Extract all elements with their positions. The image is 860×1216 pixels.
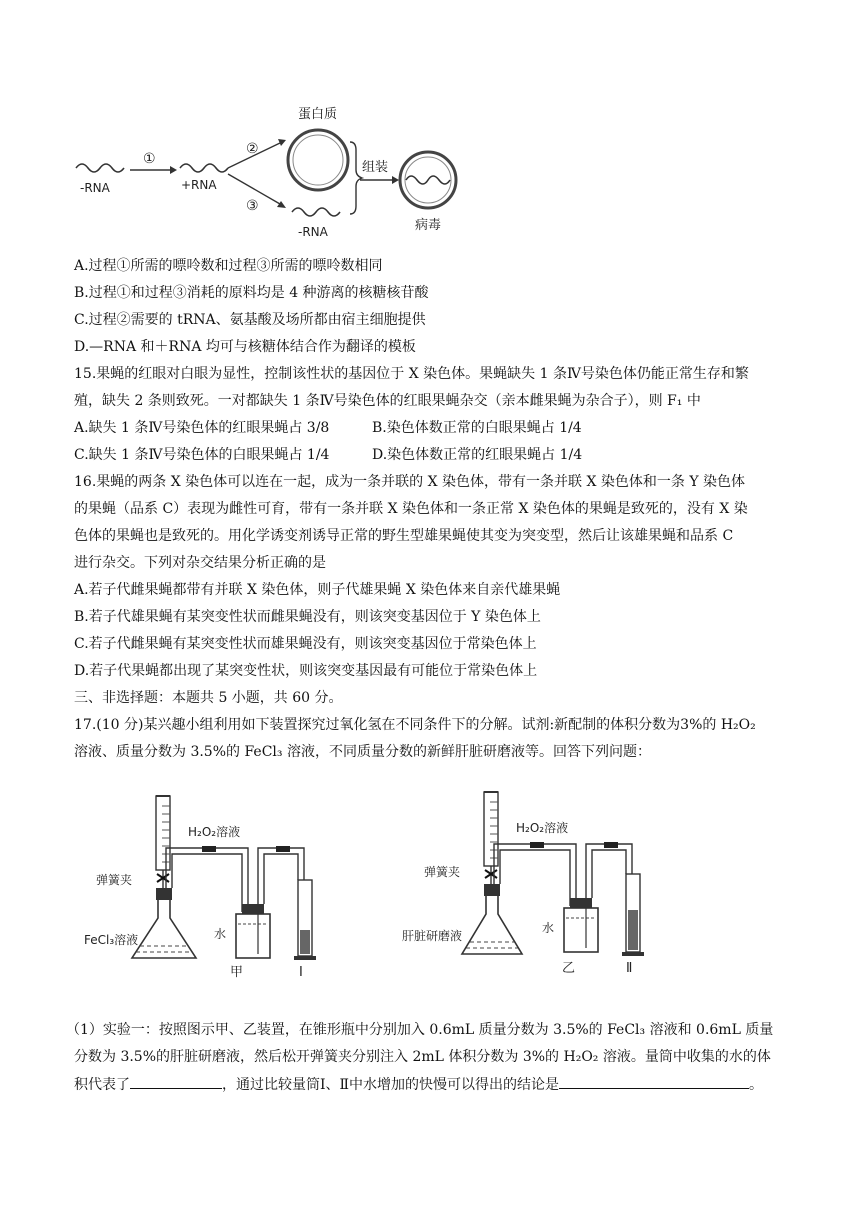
water-label-left: 水 — [214, 927, 227, 941]
q17-sub1-line-1: （1）实验一：按照图示甲、乙装置，在锥形瓶中分别加入 0.6mL 质量分数为 3.5%的 FeCl₃ 溶液和 0.6mL 质量 — [66, 1022, 774, 1038]
assemble-brace — [350, 142, 362, 214]
q15-option-d: D.染色体数正常的红眼果蝇占 1/4 — [372, 447, 583, 463]
neg-rna-label: -RNA — [80, 181, 110, 195]
q15-option-b: B.染色体数正常的白眼果蝇占 1/4 — [372, 420, 582, 436]
protein-label: 蛋白质 — [298, 107, 338, 122]
protein-capsid — [288, 130, 348, 190]
q16-option-b: B.若子代雄果蝇有某突变性状而雌果蝇没有，则该突变基因位于 Y 染色体上 — [74, 609, 541, 625]
neg-rna-product — [292, 208, 340, 216]
fecl3-label: FeCl₃溶液 — [84, 933, 139, 947]
q16-option-d: D.若子代果蝇都出现了某突变性状，则该突变基因最有可能位于常染色体上 — [74, 663, 538, 679]
virus-label: 病毒 — [415, 218, 442, 233]
q17-stem-line-2: 溶液、质量分数为 3.5%的 FeCl₃ 溶液，不同质量分数的新鲜肝脏研磨液等。回答下列问题： — [74, 744, 651, 760]
water-label-right: 水 — [542, 921, 555, 935]
q17-sub1-line-2: 分数为 3.5%的肝脏研磨液，然后松开弹簧夹分别注入 2mL 体积分数为 3%的 H₂O₂ 溶液。量筒中收集的水的体 — [74, 1049, 771, 1065]
clamp-label-left: 弹簧夹 — [96, 873, 133, 887]
q15-option-c: C.缺失 1 条Ⅳ号染色体的白眼果蝇占 1/4 — [74, 447, 330, 463]
section-heading: 三、非选择题：本题共 5 小题，共 60 分。 — [74, 690, 343, 706]
q15-option-a: A.缺失 1 条Ⅳ号染色体的红眼果蝇占 3/8 — [74, 420, 330, 436]
q17-sub1-text-c: 。 — [749, 1077, 764, 1093]
step-3-label: ③ — [246, 198, 259, 214]
q15-stem-line-1: 15.果蝇的红眼对白眼为显性，控制该性状的基因位于 X 染色体。果蝇缺失 1 条Ⅳ号染色体仍能正常生存和繁 — [74, 366, 749, 382]
clamp-label-right: 弹簧夹 — [424, 865, 461, 879]
apparatus-jia — [84, 796, 316, 980]
pos-rna-label: +RNA — [181, 178, 217, 192]
q17-sub1-line-3 — [74, 1074, 763, 1095]
label-yi: 乙 — [562, 961, 576, 976]
q14-option-b: B.过程①和过程③消耗的原料均是 4 种游离的核糖核苷酸 — [74, 285, 429, 301]
q17-stem-line-1: 17.(10 分)某兴趣小组利用如下装置探究过氧化氢在不同条件下的分解。试剂:新配制的体积分数为3%的 H₂O₂ — [74, 717, 756, 733]
step-2-label: ② — [246, 141, 259, 157]
label-cylinder-1: Ⅰ — [299, 965, 303, 980]
pos-rna-strand — [180, 164, 228, 172]
assemble-label: 组装 — [362, 160, 389, 175]
q14-option-c: C.过程②需要的 tRNA、氨基酸及场所都由宿主细胞提供 — [74, 312, 426, 328]
apparatus-figure — [0, 780, 860, 990]
q14-option-d: D.—RNA 和＋RNA 均可与核糖体结合作为翻译的模板 — [74, 339, 416, 355]
q15-stem-line-2: 殖，缺失 2 条则致死。一对都缺失 1 条Ⅳ号染色体的红眼果蝇杂交（亲本雌果蝇为杂合子），则 F₁ 中 — [74, 393, 701, 409]
q16-option-c: C.若子代雌果蝇有某突变性状而雄果蝇没有，则该突变基因位于常染色体上 — [74, 636, 537, 652]
answer-blank-1[interactable] — [130, 1074, 222, 1089]
h2o2-label-left: H₂O₂溶液 — [188, 825, 241, 839]
liver-label: 肝脏研磨液 — [402, 929, 463, 943]
step-1-label: ① — [143, 151, 156, 167]
q14-option-a: A.过程①所需的嘌呤数和过程③所需的嘌呤数相同 — [74, 258, 383, 274]
q16-stem-line-2: 的果蝇（品系 C）表现为雌性可育，带有一条并联 X 染色体和一条正常 X 染色体的果蝇是致死的，没有 X 染 — [74, 501, 748, 517]
virus-replication-diagram — [0, 90, 860, 250]
q16-option-a: A.若子代雌果蝇都带有并联 X 染色体，则子代雄果蝇 X 染色体来自亲代雄果蝇 — [74, 582, 561, 598]
neg-rna2-label: -RNA — [298, 225, 328, 239]
q17-sub1-text-b: ，通过比较量筒Ⅰ、Ⅱ中水增加的快慢可以得出的结论是 — [222, 1077, 560, 1093]
apparatus-yi — [402, 792, 644, 976]
h2o2-label-right: H₂O₂溶液 — [516, 821, 569, 835]
q16-stem-line-3: 色体的果蝇也是致死的。用化学诱变剂诱导正常的野生型雄果蝇使其变为突变型，然后让该雄果蝇和品系 C — [74, 528, 734, 544]
q16-stem-line-1: 16.果蝇的两条 X 染色体可以连在一起，成为一条并联的 X 染色体，带有一条并联 X 染色体和一条 Y 染色体 — [74, 474, 746, 490]
neg-rna-strand — [76, 164, 124, 172]
answer-blank-2[interactable] — [559, 1074, 749, 1089]
label-jia: 甲 — [230, 965, 244, 980]
q16-stem-line-4: 进行杂交。下列对杂交结果分析正确的是 — [74, 555, 326, 571]
q17-sub1-text-a: 积代表了 — [74, 1077, 130, 1093]
label-cylinder-2: Ⅱ — [626, 961, 633, 976]
